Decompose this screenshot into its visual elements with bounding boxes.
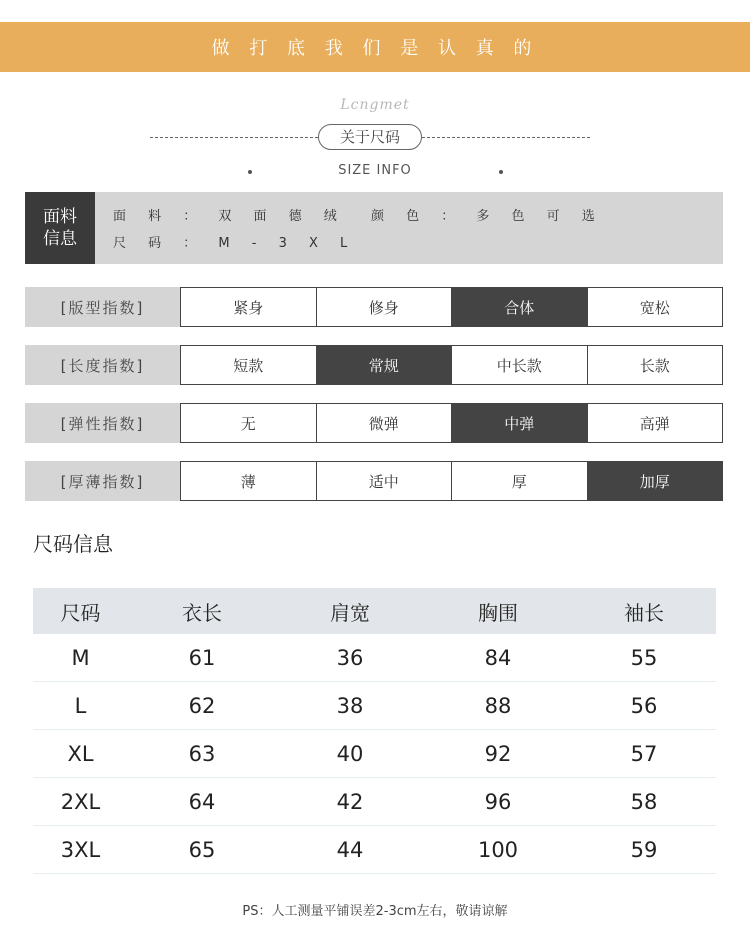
fabric-color: 颜 色 ： 多 色 可 选 bbox=[371, 209, 604, 224]
index-label: [弹性指数] bbox=[25, 403, 180, 443]
size-table-cell: 58 bbox=[630, 789, 658, 814]
top-banner bbox=[0, 22, 750, 72]
index-row bbox=[25, 461, 723, 501]
index-label: [版型指数] bbox=[25, 287, 180, 327]
index-options bbox=[180, 461, 723, 501]
fabric-size-range: 尺 码 ： M - 3 X L bbox=[113, 236, 357, 251]
index-option: 微弹 bbox=[317, 404, 453, 442]
size-column-header: 胸围 bbox=[478, 600, 518, 625]
index-option: 长款 bbox=[588, 346, 724, 384]
index-option: 中长款 bbox=[452, 346, 588, 384]
fabric-info-label: 面料信息 bbox=[25, 192, 95, 264]
size-table-cell: 3XL bbox=[60, 837, 101, 862]
index-label: [厚薄指数] bbox=[25, 461, 180, 501]
brand-script-logo: Lcngmet bbox=[340, 97, 410, 113]
measurement-note: PS：人工测量平铺误差2-3cm左右，敬请谅解 bbox=[242, 904, 508, 919]
size-table-header bbox=[33, 588, 716, 634]
size-table-row bbox=[33, 730, 716, 778]
size-table-cell: 88 bbox=[484, 693, 512, 718]
size-table-cell: 57 bbox=[630, 741, 658, 766]
size-table-cell: 65 bbox=[188, 837, 216, 862]
index-option: 厚 bbox=[452, 462, 588, 500]
index-option: 高弹 bbox=[588, 404, 724, 442]
index-row bbox=[25, 345, 723, 385]
index-options bbox=[180, 287, 723, 327]
fabric-info-panel bbox=[25, 192, 723, 264]
size-table-cell: 40 bbox=[336, 741, 364, 766]
size-table-cell: 64 bbox=[188, 789, 216, 814]
size-table-cell: XL bbox=[67, 741, 94, 766]
index-options bbox=[180, 403, 723, 443]
size-table-cell: L bbox=[74, 693, 87, 718]
section-title-block bbox=[150, 124, 590, 152]
size-table-body bbox=[33, 634, 716, 874]
size-table-cell: 2XL bbox=[60, 789, 101, 814]
index-option-selected: 加厚 bbox=[588, 462, 724, 500]
size-table-cell: 100 bbox=[477, 837, 519, 862]
index-row bbox=[25, 287, 723, 327]
size-table-cell: 61 bbox=[188, 645, 216, 670]
index-label: [长度指数] bbox=[25, 345, 180, 385]
size-table-row bbox=[33, 778, 716, 826]
size-table-cell: 42 bbox=[336, 789, 364, 814]
size-column-header: 衣长 bbox=[182, 600, 222, 625]
size-table-row bbox=[33, 682, 716, 730]
index-option-selected: 常规 bbox=[317, 346, 453, 384]
size-table-cell: 92 bbox=[484, 741, 512, 766]
size-table-cell: 38 bbox=[336, 693, 364, 718]
size-table-row bbox=[33, 826, 716, 874]
index-option: 无 bbox=[181, 404, 317, 442]
size-table-cell: 36 bbox=[336, 645, 364, 670]
title-divider-right bbox=[422, 137, 590, 138]
size-table-cell: 84 bbox=[484, 645, 512, 670]
index-option: 薄 bbox=[181, 462, 317, 500]
title-divider-left bbox=[150, 137, 318, 138]
size-table-cell: M bbox=[71, 645, 90, 670]
size-table-row bbox=[33, 634, 716, 682]
size-table-cell: 59 bbox=[630, 837, 658, 862]
index-row bbox=[25, 403, 723, 443]
size-column-header: 尺码 bbox=[60, 600, 101, 625]
decor-dot-right bbox=[499, 170, 503, 174]
fabric-material: 面 料 ： 双 面 德 绒 bbox=[113, 209, 346, 224]
size-column-header: 袖长 bbox=[624, 600, 664, 625]
index-option: 宽松 bbox=[588, 288, 724, 326]
size-table-cell: 63 bbox=[188, 741, 216, 766]
size-column-header: 肩宽 bbox=[330, 600, 370, 625]
size-info-heading: 尺码信息 bbox=[33, 532, 113, 556]
size-table-cell: 96 bbox=[484, 789, 512, 814]
index-option: 短款 bbox=[181, 346, 317, 384]
section-title: 关于尺码 bbox=[318, 124, 422, 150]
size-table-cell: 44 bbox=[336, 837, 364, 862]
index-options bbox=[180, 345, 723, 385]
size-table bbox=[33, 588, 716, 874]
index-option: 紧身 bbox=[181, 288, 317, 326]
index-option-selected: 合体 bbox=[452, 288, 588, 326]
size-table-cell: 55 bbox=[630, 645, 658, 670]
section-subtitle: SIZE INFO bbox=[338, 163, 412, 178]
size-table-cell: 62 bbox=[188, 693, 216, 718]
index-option: 适中 bbox=[317, 462, 453, 500]
index-option: 修身 bbox=[317, 288, 453, 326]
banner-text: 做 打 底 我 们 是 认 真 的 bbox=[211, 38, 539, 59]
size-table-cell: 56 bbox=[630, 693, 658, 718]
index-option-selected: 中弹 bbox=[452, 404, 588, 442]
